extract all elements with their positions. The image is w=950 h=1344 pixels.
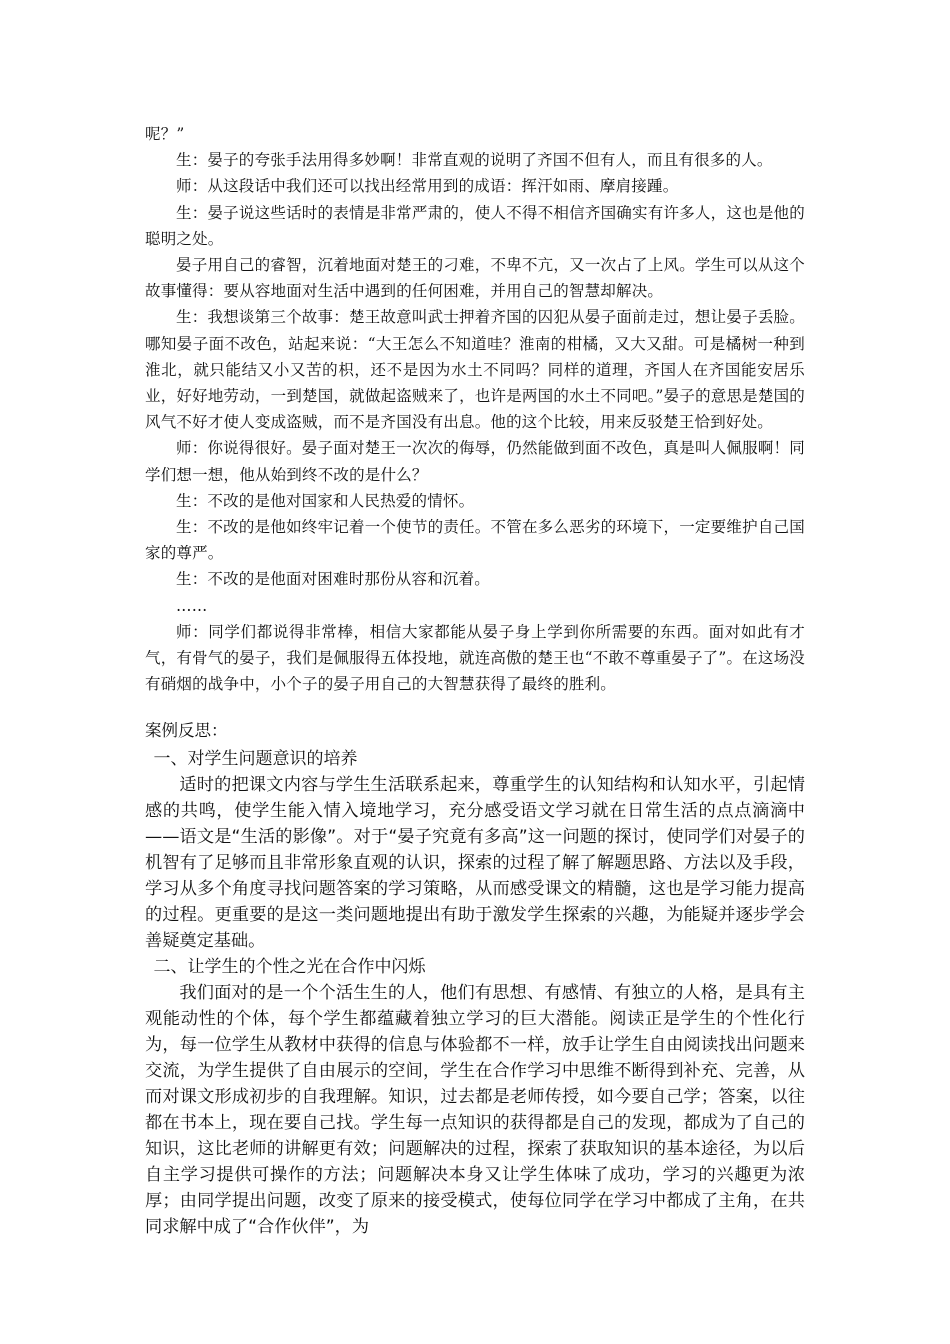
dialogue-section bbox=[145, 121, 805, 697]
dialogue-paragraph: 晏子用自己的睿智，沉着地面对楚王的刁难，不卑不亢，又一次占了上风。学生可以从这个故事懂得：要从容地面对生活中遇到的任何困难，并用自己的智慧却解决。 bbox=[145, 256, 805, 301]
dialogue-paragraph: 师：同学们都说得非常棒，相信大家都能从晏子身上学到你所需要的东西。面对如此有才气，有骨气的晏子，我们是佩服得五体投地，就连高傲的楚王也“不敢不尊重晏子了”。在这场没有硝烟的战争中，小个子的晏子用自己的大智慧获得了最终的胜利。 bbox=[145, 622, 805, 694]
reflection-section bbox=[145, 718, 805, 1240]
dialogue-paragraph: 师：你说得很好。晏子面对楚王一次次的侮辱，仍然能做到面不改色，真是叫人佩服啊！同学们想一想，他从始到终不改的是什么？ bbox=[145, 439, 805, 484]
dialogue-paragraph: 师：从这段话中我们还可以找出经常用到的成语：挥汗如雨、摩肩接踵。 bbox=[176, 177, 679, 196]
dialogue-paragraph: 生：不改的是他如终牢记着一个使节的责任。不管在多么恶劣的环境下，一定要维护自己国家的尊严。 bbox=[145, 518, 805, 563]
ellipsis-line: …… bbox=[176, 596, 208, 615]
dialogue-paragraph: 生：不改的是他面对困难时那份从容和沉着。 bbox=[176, 570, 491, 589]
dialogue-paragraph: 生：我想谈第三个故事：楚王故意叫武士押着齐国的囚犯从晏子面前走过，想让晏子丢脸。哪知晏子面不改色，站起来说：“大王怎么不知道哇？淮南的柑橘，又大又甜。可是橘树一种到淮北，就只能结又小又苦的枳，还不是因为水土不同吗？同样的道理，齐国人在齐国能安居乐业，好好地劳动，一到楚国，就做起盗贼来了，也许是两国的水土不同吧。”晏子的意思是楚国的风气不好才使人变成盗贼，而不是齐国没有出息。他的这个比较，用来反驳楚王恰到好处。 bbox=[145, 308, 805, 432]
section-title: 二、让学生的个性之光在合作中闪烁 bbox=[153, 957, 426, 977]
dialogue-paragraph: 生：晏子说这些话时的表情是非常严肃的，使人不得不相信齐国确实有许多人，这也是他的聪明之处。 bbox=[145, 203, 805, 248]
section-body: 我们面对的是一个个活生生的人，他们有思想、有感情、有独立的人格，是具有主观能动性的个体，每个学生都蕴藏着独立学习的巨大潜能。阅读正是学生的个性化行为，每一位学生从教材中获得的信息与体验都不一样，放手让学生自由阅读找出问题来交流，为学生提供了自由展示的空间，学生在合作学习中思维不断得到补充、完善，从而对课文形成初步的自我理解。知识，过去都是老师传授，如今要自己学；答案，以往都在书本上，现在要自己找。学生每一点知识的获得都是自己的发现，都成为了自己的知识，这比老师的讲解更有效；问题解决的过程，探索了获取知识的基本途径，为以后自主学习提供可操作的方法；问题解决本身又让学生体味了成功，学习的兴趣更为浓厚；由同学提出问题，改变了原来的接受模式，使每位同学在学习中都成了主角，在共同求解中成了“合作伙伴”，为 bbox=[145, 983, 805, 1237]
dialogue-paragraph: 生：晏子的夸张手法用得多妙啊！非常直观的说明了齐国不但有人，而且有很多的人。 bbox=[176, 151, 773, 170]
section-title: 一、对学生问题意识的培养 bbox=[153, 749, 358, 769]
reflection-heading: 案例反思： bbox=[145, 721, 228, 740]
dialogue-paragraph: 生：不改的是他对国家和人民热爱的情怀。 bbox=[176, 491, 475, 510]
section-body: 适时的把课文内容与学生生活联系起来，尊重学生的认知结构和认知水平，引起情感的共鸣，使学生能入情入境地学习，充分感受语文学习就在日常生活的点点滴滴中——语文是“生活的影像”。对于“晏子究竟有多高”这一问题的探讨，使同学们对晏子的机智有了足够而且非常形象直观的认识，探索的过程了解了解题思路、方法以及手段，学习从多个角度寻找问题答案的学习策略，从而感受课文的精髓，这也是学习能力提高的过程。更重要的是这一类问题地提出有助于激发学生探索的兴趣，为能疑并逐步学会善疑奠定基础。 bbox=[145, 775, 805, 951]
dialogue-paragraph: 呢？” bbox=[145, 125, 185, 143]
